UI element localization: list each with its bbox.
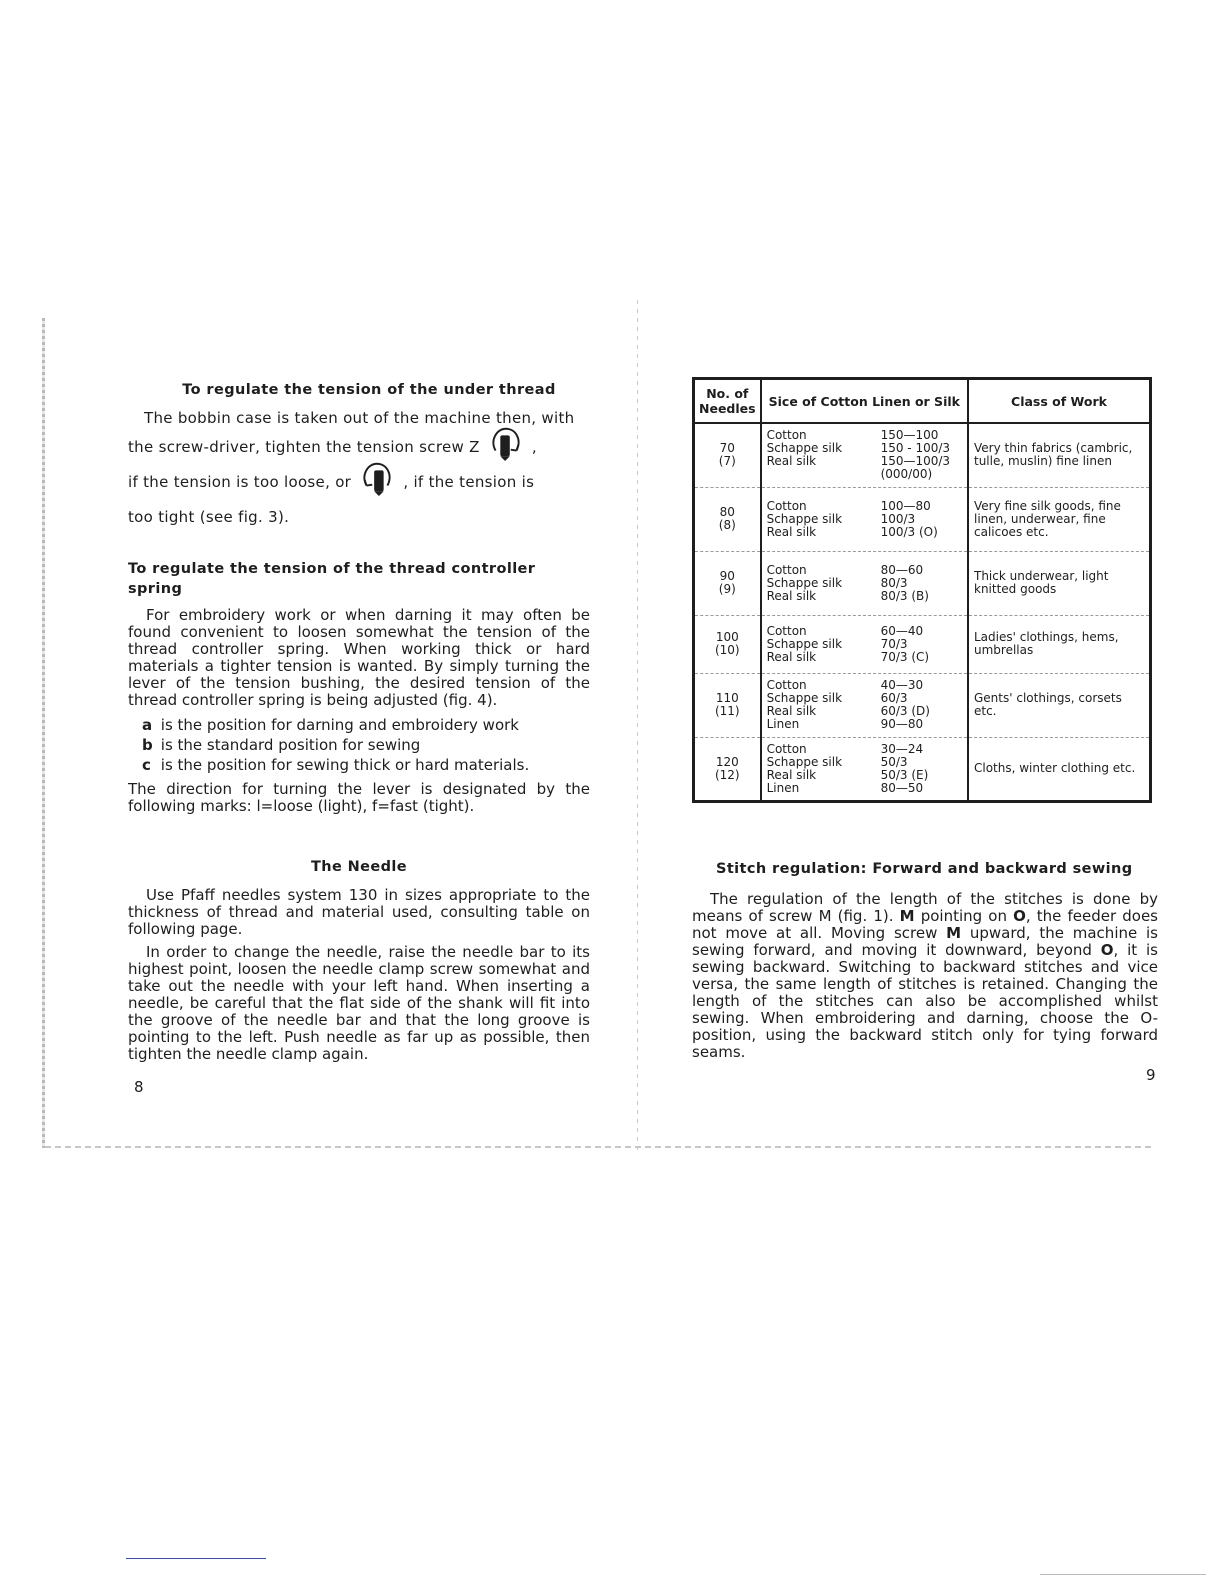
needle-number-cell: 70 (7) — [694, 423, 761, 487]
header-class: Class of Work — [968, 379, 1151, 424]
needle-number-cell: 90 (9) — [694, 551, 761, 615]
material-cell: Cotton 40—30 Schappe silk 60/3 Real silk 60/3 (D) Linen 90—80 — [761, 673, 968, 737]
screw-loosen-icon — [358, 459, 396, 497]
material-cell: Cotton 100—80 Schappe silk 100/3 Real silk 100/3 (O) — [761, 487, 968, 551]
table-row — [694, 673, 1151, 737]
table-header-row — [694, 379, 1151, 424]
work-class-cell: Thick underwear, light knitted goods — [968, 551, 1151, 615]
needle-paragraph-1: Use Pfaff needles system 130 in sizes appropriate to the thickness of thread and material used, consulting table on following page. — [128, 886, 590, 938]
table-body — [694, 423, 1151, 801]
under-thread-line-2b: , — [531, 438, 537, 456]
under-thread-line-3a: if the tension is too loose, or — [128, 473, 352, 491]
work-class-cell: Very thin fabrics (cambric, tulle, muslin) fine linen — [968, 423, 1151, 487]
heading-under-thread: To regulate the tension of the under thread — [182, 382, 556, 398]
header-size: Sice of Cotton Linen or Silk — [761, 379, 968, 424]
controller-spring-paragraph: For embroidery work or when darning it may often be found convenient to loosen somewhat the tension of the thread controller spring. When working thick or hard materials a tighter tension is wanted. By simply turning the lever of the tension bushing, the desired tension of the thread controller spring is being adjusted (fig. 4). — [128, 606, 590, 709]
left-page — [128, 370, 590, 1063]
direction-paragraph: The direction for turning the lever is designated by the following marks: l=loose (light), f=fast (tight). — [128, 780, 590, 815]
under-thread-line-1: The bobbin case is taken out of the machine then, with — [144, 409, 575, 427]
material-cell: Cotton 150—100 Schappe silk 150 - 100/3 Real silk 150—100/3 (000/00) — [761, 423, 968, 487]
scan-edge-line — [126, 1558, 266, 1559]
needle-paragraph-2: In order to change the needle, raise the needle bar to its highest point, loosen the needle clamp screw somewhat and take out the needle with your left hand. When inserting a needle, be careful that the flat side of the shank will fit into the groove of the needle bar and that the long groove is pointing to the left. Push needle as far up as possible, then tighten the needle clamp again. — [128, 943, 590, 1063]
mark-b: b is the standard position for sewing — [142, 736, 421, 754]
material-cell: Cotton 60—40 Schappe silk 70/3 Real silk 70/3 (C) — [761, 615, 968, 673]
page-number-right: 9 — [1146, 1066, 1156, 1084]
right-page — [692, 370, 1158, 1061]
table-row — [694, 615, 1151, 673]
needle-number-cell: 100 (10) — [694, 615, 761, 673]
mark-a: a is the position for darning and embroidery work — [142, 716, 519, 734]
under-thread-line-3 — [128, 465, 590, 500]
scan-edge-line-right — [1040, 1574, 1206, 1575]
needle-size-table — [692, 377, 1152, 803]
screw-tighten-icon — [487, 424, 525, 462]
stitch-paragraph: The regulation of the length of the stitches is done by means of screw M (fig. 1). M pointing on O, the feeder does not move at all. Moving screw M upward, the machine is sewing forward, and moving it downward, beyond O, it is sewing backward. Switching to backward stitches and vice versa, the same length of stitches is retained. Changing the length of the stitches can also be accomplished whilst sewing. When embroidering and darning, choose the O-position, using the backward stitch only for tying forward seams. — [692, 889, 1158, 1061]
table-row — [694, 737, 1151, 801]
under-thread-line-3b: , if the tension is — [403, 473, 535, 491]
position-marks-list — [128, 715, 590, 775]
page-edge-left — [42, 318, 45, 1148]
mark-c: c is the position for sewing thick or hard materials. — [142, 756, 530, 774]
heading-stitch-regulation: Stitch regulation: Forward and backward sewing — [716, 860, 1133, 877]
needle-number-cell: 110 (11) — [694, 673, 761, 737]
under-thread-line-4: too tight (see fig. 3). — [128, 508, 290, 526]
needle-number-cell: 80 (8) — [694, 487, 761, 551]
under-thread-body — [128, 406, 590, 535]
work-class-cell: Cloths, winter clothing etc. — [968, 737, 1151, 801]
heading-needle: The Needle — [310, 859, 408, 875]
header-needles: No. of Needles — [694, 379, 761, 424]
heading-controller-spring: To regulate the tension of the thread controller spring — [128, 561, 536, 597]
page-bottom-edge — [45, 1146, 1155, 1148]
under-thread-line-2a: the screw-driver, tighten the tension screw Z — [128, 438, 480, 456]
material-cell: Cotton 80—60 Schappe silk 80/3 Real silk 80/3 (B) — [761, 551, 968, 615]
book-spine — [637, 300, 638, 1150]
table-row — [694, 551, 1151, 615]
work-class-cell: Gents' clothings, corsets etc. — [968, 673, 1151, 737]
table-row — [694, 487, 1151, 551]
material-cell: Cotton 30—24 Schappe silk 50/3 Real silk 50/3 (E) Linen 80—50 — [761, 737, 968, 801]
table-row — [694, 423, 1151, 487]
work-class-cell: Very fine silk goods, fine linen, underwear, fine calicoes etc. — [968, 487, 1151, 551]
work-class-cell: Ladies' clothings, hems, umbrellas — [968, 615, 1151, 673]
needle-number-cell: 120 (12) — [694, 737, 761, 801]
page-number-left: 8 — [134, 1078, 144, 1096]
